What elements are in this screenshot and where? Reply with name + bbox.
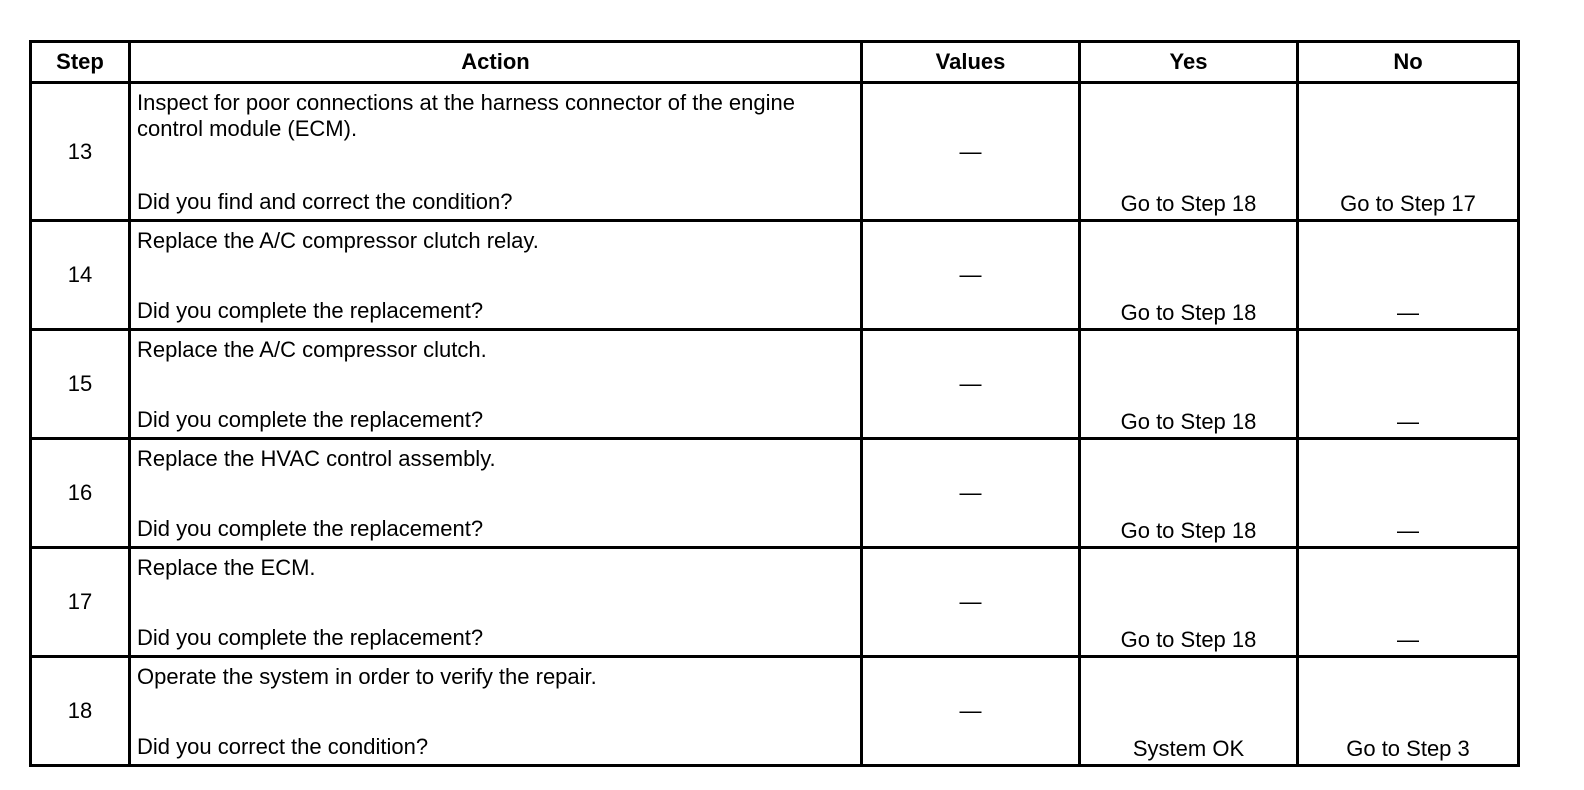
table-row: [31, 330, 1519, 439]
table-row: [31, 548, 1519, 657]
table-row: [31, 221, 1519, 330]
step-number: 14: [31, 221, 130, 330]
no-cell: Go to Step 17: [1298, 83, 1519, 221]
step-number: 18: [31, 657, 130, 766]
step-number: 16: [31, 439, 130, 548]
step-number: 15: [31, 330, 130, 439]
action-question: Did you find and correct the condition?: [137, 189, 513, 214]
no-cell: Go to Step 3: [1298, 657, 1519, 766]
yes-cell: Go to Step 18: [1080, 83, 1298, 221]
action-cell: [130, 548, 862, 657]
step-number: 17: [31, 548, 130, 657]
action-instruction: Replace the A/C compressor clutch.: [137, 337, 487, 362]
action-question: Did you complete the replacement?: [137, 298, 484, 323]
no-cell: —: [1298, 221, 1519, 330]
values-cell: —: [862, 83, 1080, 221]
header-yes: Yes: [1080, 42, 1298, 83]
action-question: Did you correct the condition?: [137, 734, 429, 759]
header-values: Values: [862, 42, 1080, 83]
table-row: [31, 439, 1519, 548]
action-cell: [130, 221, 862, 330]
values-cell: —: [862, 657, 1080, 766]
header-action: Action: [130, 42, 862, 83]
action-cell: [130, 330, 862, 439]
yes-cell: Go to Step 18: [1080, 439, 1298, 548]
no-cell: —: [1298, 548, 1519, 657]
action-question: Did you complete the replacement?: [137, 407, 484, 432]
action-cell: [130, 439, 862, 548]
yes-cell: Go to Step 18: [1080, 548, 1298, 657]
action-question: Did you complete the replacement?: [137, 516, 484, 541]
yes-cell: Go to Step 18: [1080, 330, 1298, 439]
no-cell: —: [1298, 330, 1519, 439]
step-number: 13: [31, 83, 130, 221]
action-question: Did you complete the replacement?: [137, 625, 484, 650]
action-instruction: Replace the A/C compressor clutch relay.: [137, 228, 539, 253]
diagnostic-table: [29, 40, 1520, 767]
action-instruction: Replace the HVAC control assembly.: [137, 446, 496, 471]
header-row: [31, 42, 1519, 83]
yes-cell: Go to Step 18: [1080, 221, 1298, 330]
action-instruction: Replace the ECM.: [137, 555, 316, 580]
action-cell: [130, 657, 862, 766]
values-cell: —: [862, 330, 1080, 439]
yes-cell: System OK: [1080, 657, 1298, 766]
table-row: [31, 83, 1519, 221]
values-cell: —: [862, 221, 1080, 330]
values-cell: —: [862, 439, 1080, 548]
values-cell: —: [862, 548, 1080, 657]
no-cell: —: [1298, 439, 1519, 548]
table-row: [31, 657, 1519, 766]
action-cell: [130, 83, 862, 221]
header-step: Step: [31, 42, 130, 83]
action-instruction: Operate the system in order to verify the repair.: [137, 664, 597, 689]
action-instruction: Inspect for poor connections at the harness connector of the engine control module (ECM).: [137, 90, 795, 141]
header-no: No: [1298, 42, 1519, 83]
